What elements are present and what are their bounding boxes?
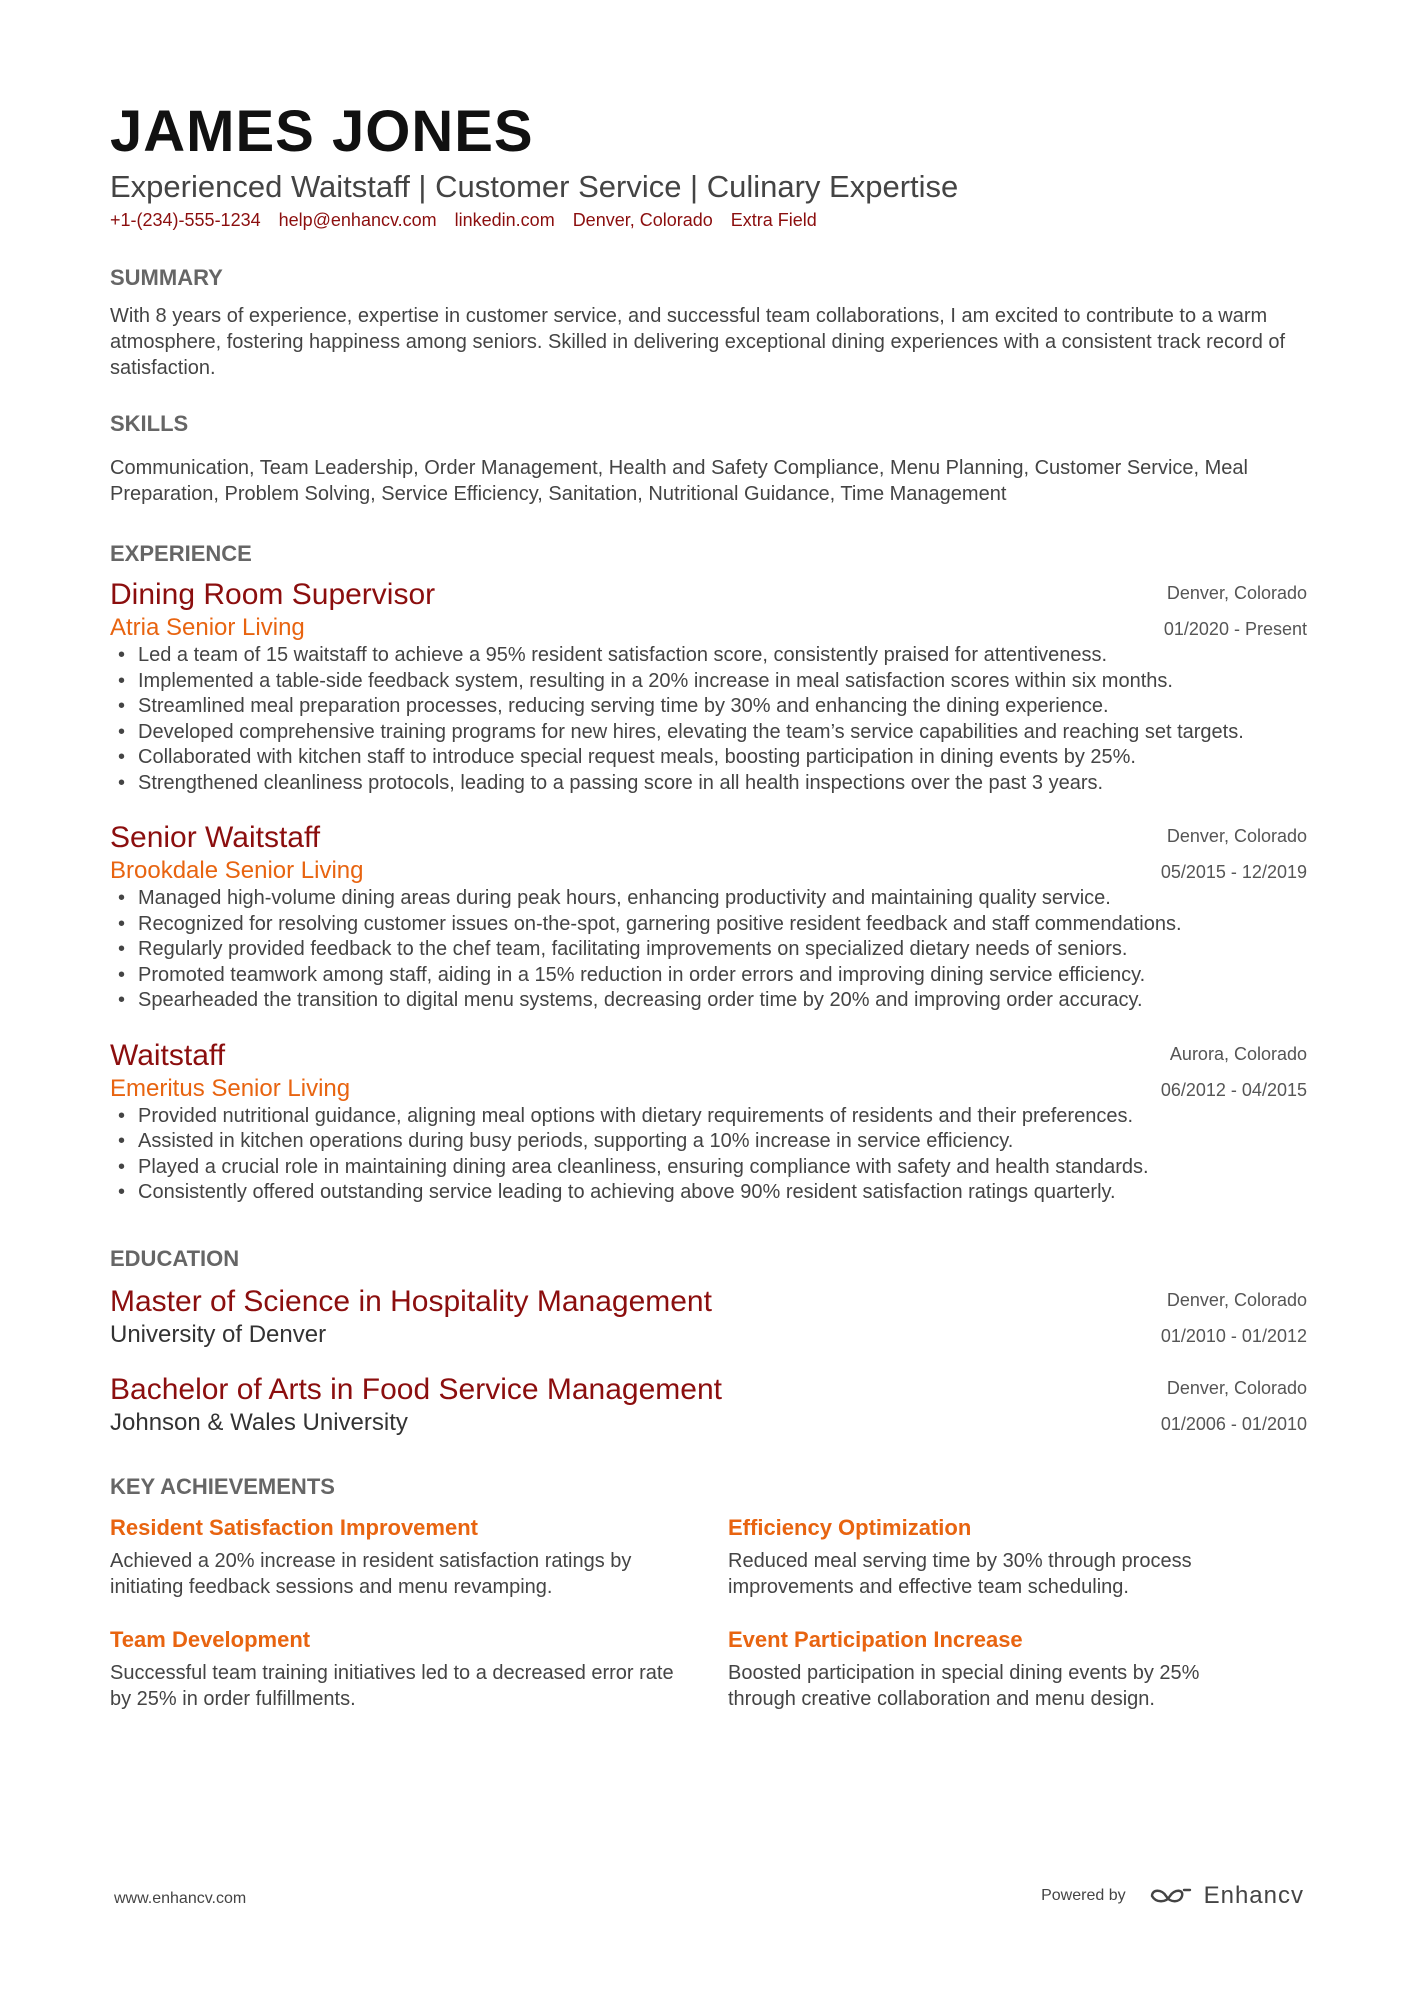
brand-logo[interactable] (1148, 1882, 1304, 1910)
summary-text: With 8 years of experience, expertise in customer service, and successful team collaborations, I am excited to contribute to a warm atmosphere, fostering happiness among seniors. Skilled in delivering exceptional dining experiences with a consistent track record of satisfaction. (110, 305, 1286, 379)
education-dates: 01/2006 - 01/2010 (1160, 1413, 1307, 1434)
contact-bar (110, 210, 1307, 231)
job-dates: 06/2012 - 04/2015 (1160, 1079, 1307, 1100)
achievement-title: Efficiency Optimization (728, 1514, 972, 1540)
education-section (110, 1246, 1307, 1444)
email-link[interactable]: help@enhancv.com (278, 210, 437, 230)
achievement-text: Achieved a 20% increase in resident satisfaction ratings by initiating feedback sessions and menu revamping. (110, 1549, 632, 1598)
list-item: • Promoted teamwork among staff, aiding in a 15% reduction in order errors and improving dining service efficiency. (138, 963, 1307, 989)
skills-text: Communication, Team Leadership, Order Management, Health and Safety Compliance, Menu Planning, Customer Service, Meal Preparation, Problem Solving, Service Efficiency, Sanitation, Nutritional Guidance, Time Management (110, 457, 1248, 505)
section-title-achievements: KEY ACHIEVEMENTS (110, 1473, 335, 1499)
achievement-text: Successful team training initiatives led to a decreased error rate by 25% in order fulfillments. (110, 1661, 674, 1710)
education-location: Denver, Colorado (1166, 1289, 1307, 1310)
job-company: Emeritus Senior Living (110, 1074, 351, 1102)
list-item: • Spearheaded the transition to digital menu systems, decreasing order time by 20% and improving order accuracy. (138, 988, 1307, 1014)
job-location: Denver, Colorado (1166, 826, 1307, 846)
achievement-title: Resident Satisfaction Improvement (110, 1514, 478, 1540)
list-item: • Managed high-volume dining areas during peak hours, enhancing productivity and maintaining quality service. (138, 886, 1307, 912)
phone-link[interactable]: +1-(234)-555-1234 (110, 210, 261, 230)
achievements-grid (110, 1514, 1307, 1712)
job-title: Senior Waitstaff (110, 821, 321, 854)
powered-by-label: Powered by (1041, 1887, 1126, 1904)
list-item: • Provided nutritional guidance, aligning meal options with dietary requirements of residents and their preferences. (138, 1104, 1307, 1130)
school-name: Johnson & Wales University (110, 1408, 408, 1436)
job-company: Brookdale Senior Living (110, 857, 364, 884)
brand-name: Enhancv (1203, 1882, 1304, 1909)
job-entry (110, 1038, 1307, 1206)
achievement-text: Reduced meal serving time by 30% through process improvements and effective team scheduling. (728, 1549, 1192, 1598)
list-item: • Consistently offered outstanding service leading to achieving above 90% resident satisfaction ratings quarterly. (138, 1180, 1307, 1206)
achievement-title: Event Participation Increase (728, 1626, 1023, 1652)
list-item: • Recognized for resolving customer issues on-the-spot, garnering positive resident feedback and staff commendations. (138, 912, 1307, 938)
education-location: Denver, Colorado (1166, 1377, 1307, 1398)
section-title-summary: SUMMARY (110, 265, 223, 290)
degree-title: Master of Science in Hospitality Management (110, 1284, 712, 1318)
job-bullets (110, 1104, 1307, 1206)
list-item: • Assisted in kitchen operations during busy periods, supporting a 10% increase in service efficiency. (138, 1129, 1307, 1155)
section-title-experience: EXPERIENCE (110, 541, 252, 566)
achievements-section (110, 1474, 1307, 1712)
skills-section (110, 411, 1307, 507)
education-entry (110, 1284, 1307, 1356)
list-item: • Streamlined meal preparation processes, reducing serving time by 30% and enhancing the dining experience. (138, 694, 1307, 720)
location-text: Denver, Colorado (572, 210, 713, 230)
job-bullets (110, 886, 1307, 1014)
job-title: Waitstaff (110, 1038, 226, 1072)
summary-section (110, 265, 1307, 381)
list-item: • Played a crucial role in maintaining dining area cleanliness, ensuring compliance with safety and health standards. (138, 1155, 1307, 1181)
list-item: • Strengthened cleanliness protocols, leading to a passing score in all health inspections over the past 3 years. (138, 771, 1307, 797)
job-dates: 01/2020 - Present (1163, 619, 1307, 639)
job-entry (110, 577, 1307, 796)
school-name: University of Denver (110, 1320, 327, 1348)
footer-website-link[interactable]: www.enhancv.com (114, 1890, 247, 1907)
list-item: • Regularly provided feedback to the chef team, facilitating improvements on specialized dietary needs of seniors. (138, 937, 1307, 963)
linkedin-link[interactable]: linkedin.com (454, 210, 555, 230)
enhancv-logo-icon (1148, 1884, 1194, 1908)
job-location: Denver, Colorado (1166, 583, 1307, 603)
section-title-education: EDUCATION (110, 1245, 240, 1271)
degree-title: Bachelor of Arts in Food Service Management (110, 1372, 722, 1406)
list-item: • Implemented a table-side feedback system, resulting in a 20% increase in meal satisfaction scores within six months. (138, 669, 1307, 695)
achievement-item (728, 1626, 1307, 1712)
job-dates: 05/2015 - 12/2019 (1160, 862, 1307, 882)
achievement-text: Boosted participation in special dining events by 25% through creative collaboration and menu design. (728, 1661, 1200, 1710)
resume-page (110, 100, 1307, 1712)
footer-branding (1041, 1882, 1304, 1910)
section-title-skills: SKILLS (110, 411, 189, 436)
job-title: Dining Room Supervisor (110, 578, 436, 611)
education-dates: 01/2010 - 01/2012 (1160, 1325, 1307, 1346)
candidate-name: JAMES JONES (110, 99, 534, 164)
achievement-item (110, 1626, 728, 1712)
list-item: • Developed comprehensive training programs for new hires, elevating the team’s service capabilities and reaching set targets. (138, 720, 1307, 746)
achievement-title: Team Development (110, 1626, 311, 1652)
list-item: • Led a team of 15 waitstaff to achieve a 95% resident satisfaction score, consistently praised for attentiveness. (138, 643, 1307, 669)
job-location: Aurora, Colorado (1169, 1043, 1307, 1064)
extra-field: Extra Field (730, 210, 817, 230)
education-entry (110, 1372, 1307, 1444)
headline: Experienced Waitstaff | Customer Service | Culinary Expertise (110, 169, 959, 204)
job-bullets (110, 643, 1307, 796)
achievement-item (728, 1514, 1307, 1600)
experience-section (110, 541, 1307, 1206)
job-entry (110, 820, 1307, 1014)
list-item: • Collaborated with kitchen staff to introduce special request meals, boosting participation in dining events by 25%. (138, 745, 1307, 771)
achievement-item (110, 1514, 728, 1600)
job-company: Atria Senior Living (110, 614, 305, 641)
